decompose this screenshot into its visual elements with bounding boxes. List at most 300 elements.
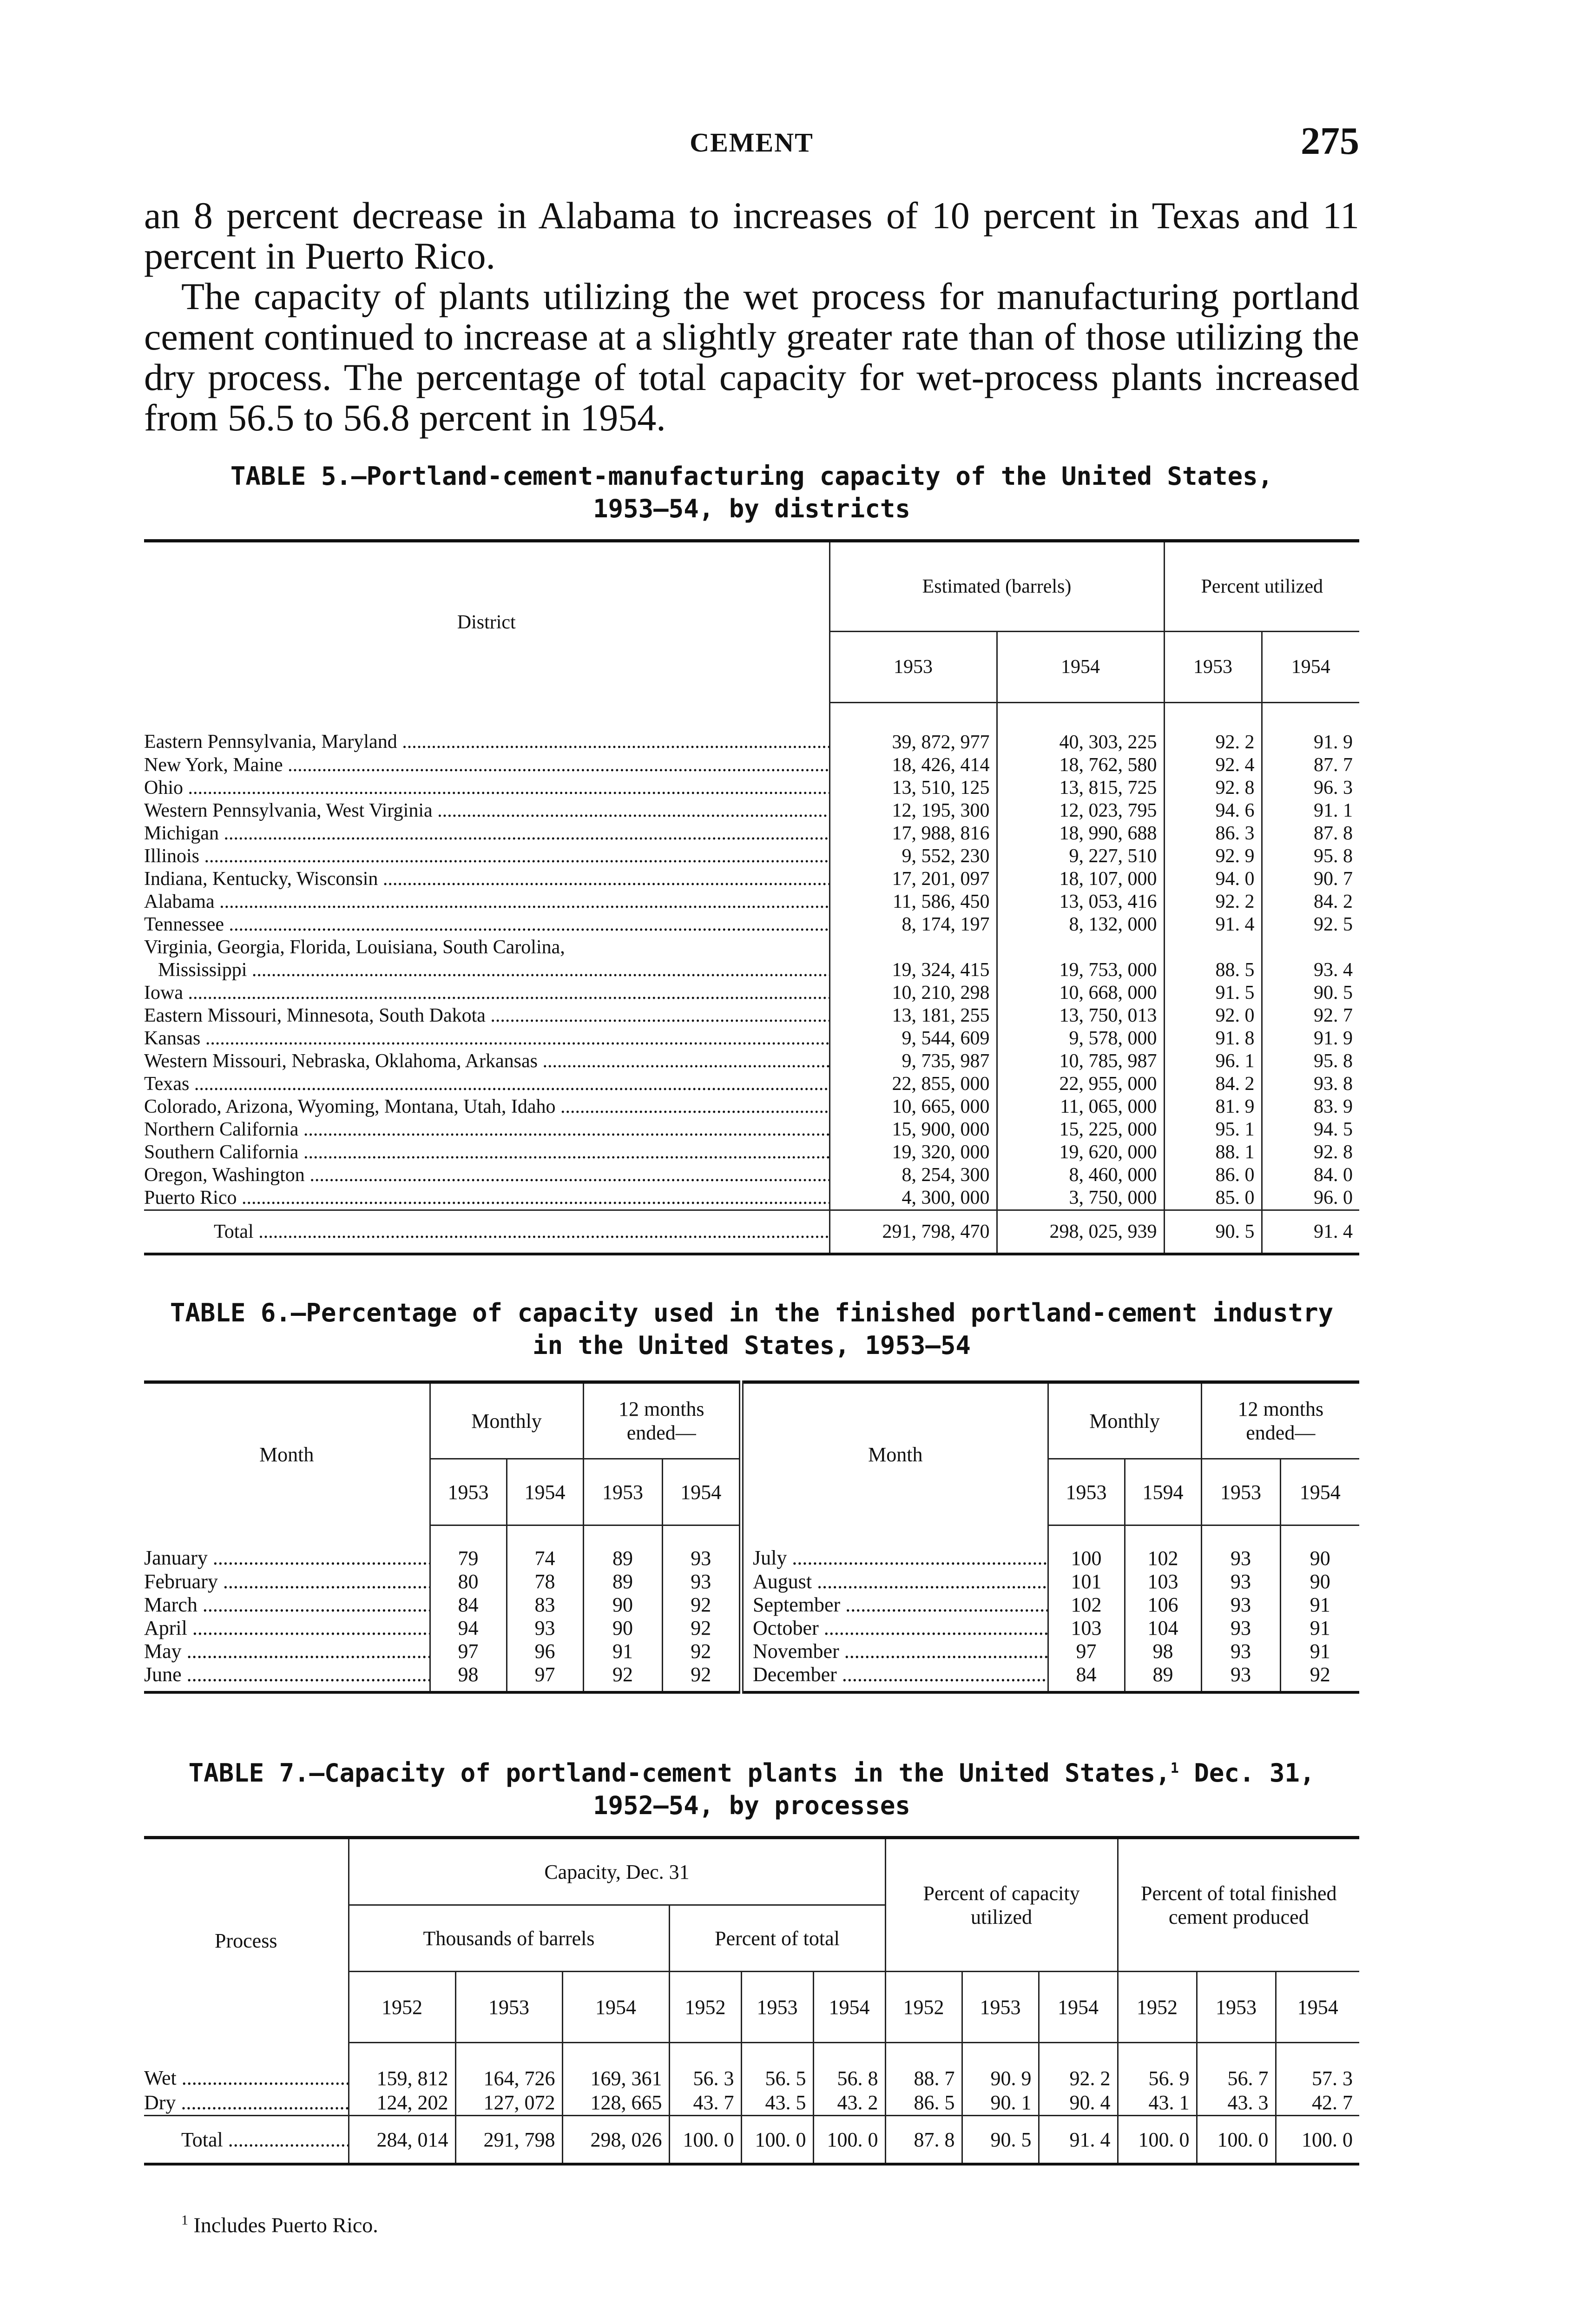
- district-label: Southern California .....: [144, 1141, 829, 1164]
- column-header: Thousands of barrels: [349, 1905, 669, 1972]
- table-cell: 84. 0: [1314, 1164, 1353, 1186]
- table-cell: 92. 4: [1164, 754, 1262, 777]
- table-cell: 298, 026: [562, 2116, 669, 2165]
- table-cell: 10, 668, 000: [997, 982, 1164, 1004]
- table-cell: 9, 735, 987: [829, 1050, 997, 1073]
- total-label: [144, 2116, 349, 2165]
- year-header: 1954: [507, 1459, 583, 1525]
- caption-line: TABLE 5.—Portland-cement-manufacturing capacity of the United States,: [230, 462, 1273, 491]
- table-cell: 91. 8: [1164, 1027, 1262, 1050]
- month-label: October .....: [753, 1617, 1047, 1640]
- table-cell: 88. 7: [885, 2043, 962, 2091]
- year-header: 1954: [662, 1459, 741, 1525]
- table6-caption: [144, 1297, 1359, 1362]
- table-cell: 106: [1125, 1593, 1201, 1617]
- table-row: [144, 1593, 1359, 1617]
- table-cell: 90: [1310, 1547, 1330, 1570]
- table-total-row: [144, 1210, 1359, 1254]
- table-row: [144, 1141, 1359, 1164]
- table-cell: 92: [662, 1663, 741, 1692]
- table-cell: 92. 8: [1164, 777, 1262, 799]
- table-cell: 124, 202: [349, 2091, 455, 2116]
- table-cell: 90. 5: [962, 2116, 1039, 2165]
- district-cell: [144, 799, 829, 822]
- year-header: 1952: [669, 1972, 741, 2043]
- table-cell: 9, 544, 609: [829, 1027, 997, 1050]
- month-cell: [144, 1525, 430, 1571]
- table-cell: 43. 3: [1197, 2091, 1276, 2116]
- column-header: Monthly: [430, 1382, 583, 1459]
- table-cell: 90: [1310, 1570, 1330, 1593]
- table-cell: 9, 552, 230: [829, 845, 997, 868]
- table-cell: 11, 065, 000: [997, 1096, 1164, 1118]
- table-cell: 90. 5: [1314, 982, 1353, 1004]
- column-header: Percent of total finished cement produced: [1118, 1838, 1359, 1972]
- table-cell: 22, 955, 000: [997, 1073, 1164, 1096]
- table-cell: 15, 900, 000: [829, 1118, 997, 1141]
- table-cell: 10, 210, 298: [829, 982, 997, 1004]
- table-cell: 97: [1048, 1640, 1125, 1663]
- table-cell: 92. 9: [1164, 845, 1262, 868]
- column-header: Monthly: [1048, 1382, 1201, 1459]
- table-cell: 22, 855, 000: [829, 1073, 997, 1096]
- table-cell: 93: [1201, 1663, 1280, 1692]
- table-cell: 96. 3: [1314, 777, 1353, 799]
- table-row: [144, 1050, 1359, 1073]
- district-cell: [144, 1141, 829, 1164]
- table-cell: 8, 460, 000: [997, 1164, 1164, 1187]
- year-header: 1953: [430, 1459, 507, 1525]
- month-label: May .....: [144, 1640, 429, 1663]
- table-cell: 12, 023, 795: [997, 799, 1164, 822]
- table-cell: 91. 4: [1039, 2116, 1118, 2165]
- table-row: [144, 959, 1359, 982]
- table-cell: 100. 0: [1118, 2116, 1197, 2165]
- caption-line: 1952–54, by processes: [593, 1791, 910, 1820]
- table-cell: 56. 9: [1118, 2043, 1197, 2091]
- table-cell: 89: [1125, 1663, 1201, 1692]
- table-cell: 100. 0: [1276, 2116, 1359, 2165]
- table5: [144, 539, 1359, 1255]
- district-cell: [144, 754, 829, 777]
- district-label: Puerto Rico .....: [144, 1187, 829, 1209]
- table-cell: 8, 174, 197: [829, 913, 997, 936]
- table-cell: 18, 762, 580: [997, 754, 1164, 777]
- table-cell: 3, 750, 000: [997, 1187, 1164, 1210]
- table-cell: 85. 0: [1164, 1187, 1262, 1210]
- table7-caption: [144, 1752, 1359, 1822]
- table-cell: 92. 2: [1164, 703, 1262, 754]
- footnote: [181, 2212, 378, 2237]
- table-row: [144, 913, 1359, 936]
- year-header: 1594: [1125, 1459, 1201, 1525]
- table-cell: 92. 2: [1164, 891, 1262, 913]
- year-header: 1954: [1276, 1972, 1359, 2043]
- table-cell: 98: [430, 1663, 507, 1692]
- table-cell: 56. 3: [669, 2043, 741, 2091]
- table-row: [144, 1570, 1359, 1593]
- table-cell: 92: [691, 1640, 711, 1663]
- table-cell: 102: [1048, 1593, 1125, 1617]
- district-label: Eastern Missouri, Minnesota, South Dakota .....: [144, 1004, 829, 1027]
- table-cell: 39, 872, 977: [829, 703, 997, 754]
- table-cell: 91: [583, 1640, 662, 1663]
- year-header: 1953: [829, 632, 997, 703]
- caption-line: 1953–54, by districts: [593, 494, 910, 523]
- table-cell: 19, 753, 000: [997, 959, 1164, 982]
- month-cell: [741, 1640, 1048, 1663]
- district-label: Northern California .....: [144, 1118, 829, 1141]
- month-label: June .....: [144, 1663, 429, 1686]
- table-cell: 93. 4: [1314, 959, 1353, 981]
- table-cell: 97: [507, 1663, 583, 1692]
- district-cell: [144, 1164, 829, 1187]
- column-header: Percent of capacity utilized: [885, 1838, 1118, 1972]
- table-cell: 43. 1: [1118, 2091, 1197, 2116]
- table-row: [144, 845, 1359, 868]
- table-row: [144, 868, 1359, 891]
- table-cell: 84. 2: [1314, 891, 1353, 912]
- year-header: 1954: [1262, 632, 1359, 703]
- page-number: 275: [1301, 119, 1359, 163]
- table-cell: 84: [1048, 1663, 1125, 1692]
- table-cell: 164, 726: [455, 2043, 562, 2091]
- table-cell: 18, 990, 688: [997, 822, 1164, 845]
- month-label: March .....: [144, 1593, 429, 1617]
- table-cell: 92. 7: [1314, 1005, 1353, 1026]
- month-cell: [741, 1570, 1048, 1593]
- table-cell: 128, 665: [562, 2091, 669, 2116]
- year-header: 1952: [349, 1972, 455, 2043]
- table-cell: 56. 8: [813, 2043, 885, 2091]
- district-label: Iowa .....: [144, 982, 829, 1004]
- table-cell: 89: [583, 1570, 662, 1593]
- table-row: [144, 982, 1359, 1004]
- table-cell: 92. 8: [1314, 1142, 1353, 1163]
- table-cell: 103: [1125, 1570, 1201, 1593]
- district-cell: Virginia, Georgia, Florida, Louisiana, South Carolina,: [144, 936, 829, 959]
- table-cell: 74: [507, 1525, 583, 1571]
- month-cell: [741, 1663, 1048, 1692]
- table-cell: 103: [1048, 1617, 1125, 1640]
- table-cell: 101: [1048, 1570, 1125, 1593]
- table-cell: 94. 5: [1314, 1119, 1353, 1140]
- table-cell: 91. 9: [1314, 732, 1353, 753]
- intro-text: [144, 195, 1359, 438]
- table-cell: 100. 0: [1197, 2116, 1276, 2165]
- table-cell: 17, 988, 816: [829, 822, 997, 845]
- process-cell: [144, 2091, 349, 2116]
- month-label: January .....: [144, 1546, 429, 1570]
- district-cell: [144, 959, 829, 982]
- month-cell: [144, 1663, 430, 1692]
- table-cell: 9, 578, 000: [997, 1027, 1164, 1050]
- total-label-text: Total .....: [181, 2128, 348, 2152]
- column-header: Month: [144, 1382, 430, 1525]
- table-cell: 88. 1: [1164, 1141, 1262, 1164]
- table-cell: 80: [430, 1570, 507, 1593]
- table-cell: 291, 798, 470: [829, 1210, 997, 1254]
- year-header: 1952: [885, 1972, 962, 2043]
- table-cell: 84: [430, 1593, 507, 1617]
- district-label: Tennessee .....: [144, 913, 829, 936]
- footnote-text: Includes Puerto Rico.: [193, 2213, 378, 2237]
- year-header: 1952: [1118, 1972, 1197, 2043]
- table-cell: 12, 195, 300: [829, 799, 997, 822]
- table-cell: 94: [430, 1617, 507, 1640]
- table-cell: 10, 665, 000: [829, 1096, 997, 1118]
- footnote-mark: 1: [181, 2212, 188, 2228]
- table-cell: 100. 0: [741, 2116, 813, 2165]
- year-header: 1953: [962, 1972, 1039, 2043]
- table-cell: 90. 5: [1164, 1210, 1262, 1254]
- table-cell: 13, 750, 013: [997, 1004, 1164, 1027]
- table-cell: 94. 6: [1164, 799, 1262, 822]
- table-cell: 104: [1125, 1617, 1201, 1640]
- table-cell: 95. 8: [1314, 1050, 1353, 1072]
- table-cell: 13, 510, 125: [829, 777, 997, 799]
- table-cell: 56. 7: [1197, 2043, 1276, 2091]
- table-cell: 40, 303, 225: [997, 703, 1164, 754]
- district-cell: [144, 891, 829, 913]
- table-cell: 96: [507, 1640, 583, 1663]
- table-cell: 100. 0: [813, 2116, 885, 2165]
- table-row: [144, 1640, 1359, 1663]
- table-cell: 92. 2: [1039, 2043, 1118, 2091]
- column-header: Capacity, Dec. 31: [349, 1838, 885, 1905]
- month-cell: [741, 1617, 1048, 1640]
- table-cell: 18, 426, 414: [829, 754, 997, 777]
- district-label: Oregon, Washington .....: [144, 1164, 829, 1187]
- table-cell: 83: [507, 1593, 583, 1617]
- month-cell: [741, 1525, 1048, 1571]
- table-cell: 100: [1048, 1525, 1125, 1571]
- district-label: Illinois .....: [144, 845, 829, 868]
- table-cell: 84. 2: [1164, 1073, 1262, 1096]
- table-cell: 90. 4: [1039, 2091, 1118, 2116]
- table-cell: 100. 0: [669, 2116, 741, 2165]
- paragraph: The capacity of plants utilizing the wet process for manufacturing portland cement continued to increase at a slightly greater rate than of those utilizing the dry process. The percentage of total capacity for wet-process plants increased from 56.5 to 56.8 percent in 1954.: [144, 275, 1359, 439]
- year-header: 1954: [1280, 1459, 1359, 1525]
- caption-line: in the United States, 1953–54: [533, 1331, 971, 1360]
- year-header: 1953: [583, 1459, 662, 1525]
- column-header: Percent utilized: [1164, 541, 1359, 632]
- month-cell: [741, 1593, 1048, 1617]
- table-cell: 90. 7: [1314, 868, 1353, 890]
- table-cell: 90: [583, 1617, 662, 1640]
- table-cell: 9, 227, 510: [997, 845, 1164, 868]
- table-cell: 92: [583, 1663, 662, 1692]
- month-label: August .....: [753, 1570, 1047, 1593]
- column-header: Process: [144, 1838, 349, 2043]
- table-cell: 93: [507, 1617, 583, 1640]
- month-cell: [144, 1617, 430, 1640]
- district-cell: [144, 1004, 829, 1027]
- table-cell: [829, 936, 997, 959]
- district-cell: [144, 1027, 829, 1050]
- total-label: Total .....: [144, 1210, 829, 1254]
- table-row: [144, 703, 1359, 754]
- table-cell: 87. 8: [1314, 823, 1353, 844]
- table-cell: 90. 9: [962, 2043, 1039, 2091]
- district-label: Western Pennsylvania, West Virginia .....: [144, 799, 829, 822]
- year-header: 1954: [813, 1972, 885, 2043]
- table-cell: 95. 8: [1314, 845, 1353, 867]
- table-cell: 86. 5: [885, 2091, 962, 2116]
- table-cell: 92: [1280, 1663, 1359, 1692]
- district-label: Michigan .....: [144, 822, 829, 845]
- month-cell: [144, 1570, 430, 1593]
- table-cell: 93. 8: [1314, 1073, 1353, 1095]
- district-cell: [144, 868, 829, 891]
- table5-caption: [144, 460, 1359, 525]
- district-label: Texas .....: [144, 1073, 829, 1096]
- table-row: [144, 799, 1359, 822]
- table-cell: 127, 072: [455, 2091, 562, 2116]
- district-cell: [144, 845, 829, 868]
- column-header: District: [144, 541, 829, 703]
- table-cell: 89: [583, 1525, 662, 1571]
- table-row: [144, 754, 1359, 777]
- table-cell: 56. 5: [741, 2043, 813, 2091]
- table-row: [144, 777, 1359, 799]
- district-label: Mississippi .....: [158, 959, 829, 982]
- column-header: 12 months ended—: [583, 1382, 741, 1459]
- process-label: Dry .....: [144, 2091, 348, 2115]
- table-cell: 91. 5: [1164, 982, 1262, 1004]
- year-header: 1954: [1039, 1972, 1118, 2043]
- district-cell: [144, 1073, 829, 1096]
- month-label: November .....: [753, 1640, 1047, 1663]
- table-row: [144, 1525, 1359, 1571]
- table-cell: 19, 620, 000: [997, 1141, 1164, 1164]
- caption-line: TABLE 7.—Capacity of portland-cement plants in the United States,$^1$ Dec. 31,: [188, 1758, 1315, 1788]
- table-cell: 91: [1310, 1593, 1330, 1616]
- table-cell: 102: [1125, 1525, 1201, 1571]
- process-cell: [144, 2043, 349, 2091]
- table-cell: 91. 4: [1164, 913, 1262, 936]
- table-cell: 78: [507, 1570, 583, 1593]
- district-label: Western Missouri, Nebraska, Oklahoma, Arkansas .....: [144, 1050, 829, 1073]
- column-header: 12 months ended—: [1201, 1382, 1359, 1459]
- district-label: Kansas .....: [144, 1027, 829, 1050]
- table-cell: 11, 586, 450: [829, 891, 997, 913]
- table-cell: [997, 936, 1164, 959]
- table-cell: 83. 9: [1314, 1096, 1353, 1117]
- table-cell: 86. 0: [1164, 1164, 1262, 1187]
- district-label: Alabama .....: [144, 891, 829, 913]
- table-cell: 90: [583, 1593, 662, 1617]
- table-cell: 19, 320, 000: [829, 1141, 997, 1164]
- caption-line: TABLE 6.—Percentage of capacity used in the finished portland-cement industry: [170, 1298, 1334, 1327]
- table-cell: 93: [691, 1547, 711, 1570]
- table-cell: 57. 3: [1312, 2067, 1353, 2090]
- table-cell: 91. 4: [1262, 1210, 1359, 1254]
- table-cell: [1262, 936, 1359, 959]
- table-row: [144, 936, 1359, 959]
- district-label: New York, Maine .....: [144, 754, 829, 777]
- year-header: 1953: [1048, 1459, 1125, 1525]
- district-label: Eastern Pennsylvania, Maryland .....: [144, 731, 829, 753]
- table-cell: 298, 025, 939: [997, 1210, 1164, 1254]
- year-header: 1953: [1201, 1459, 1280, 1525]
- year-header: 1953: [741, 1972, 813, 2043]
- table-cell: 97: [430, 1640, 507, 1663]
- table-cell: 81. 9: [1164, 1096, 1262, 1118]
- table-cell: 169, 361: [562, 2043, 669, 2091]
- column-header: Month: [741, 1382, 1048, 1525]
- table-cell: 92. 0: [1164, 1004, 1262, 1027]
- table-cell: 93: [1201, 1640, 1280, 1663]
- table-row: [144, 822, 1359, 845]
- table-row: [144, 2091, 1359, 2116]
- paragraph: an 8 percent decrease in Alabama to increases of 10 percent in Texas and 11 percent in Puerto Rico.: [144, 194, 1359, 277]
- table-cell: 43. 5: [741, 2091, 813, 2116]
- district-cell: [144, 1096, 829, 1118]
- table-cell: 96. 1: [1164, 1050, 1262, 1073]
- month-label: April .....: [144, 1617, 429, 1640]
- process-label: Wet .....: [144, 2066, 348, 2090]
- table-cell: 86. 3: [1164, 822, 1262, 845]
- table-cell: 291, 798: [455, 2116, 562, 2165]
- table-total-row: [144, 2116, 1359, 2165]
- table7: [144, 1836, 1359, 2166]
- table-row: [144, 1663, 1359, 1692]
- year-header: 1954: [562, 1972, 669, 2043]
- district-cell: [144, 1187, 829, 1210]
- month-cell: [144, 1593, 430, 1617]
- table-cell: 79: [430, 1525, 507, 1571]
- table-cell: 159, 812: [349, 2043, 455, 2091]
- table-cell: 8, 132, 000: [997, 913, 1164, 936]
- table6: [144, 1380, 1359, 1694]
- district-cell: [144, 1118, 829, 1141]
- table-row: [144, 1187, 1359, 1210]
- table-cell: 93: [1201, 1525, 1280, 1571]
- running-title: CEMENT: [690, 127, 814, 158]
- table-cell: 91. 9: [1314, 1028, 1353, 1049]
- table-cell: 87. 8: [885, 2116, 962, 2165]
- table-cell: 8, 254, 300: [829, 1164, 997, 1187]
- table-cell: 96. 0: [1314, 1187, 1353, 1208]
- table-cell: 91: [1310, 1617, 1330, 1639]
- district-label: Ohio .....: [144, 777, 829, 799]
- table-row: [144, 1164, 1359, 1187]
- year-header: 1953: [1197, 1972, 1276, 2043]
- table-cell: 13, 053, 416: [997, 891, 1164, 913]
- district-cell: [144, 777, 829, 799]
- table-cell: 90. 1: [962, 2091, 1039, 2116]
- table-cell: 88. 5: [1164, 959, 1262, 982]
- column-header: Percent of total: [669, 1905, 885, 1972]
- table-cell: 92. 5: [1314, 914, 1353, 935]
- month-label: September .....: [753, 1593, 1047, 1617]
- table-cell: 4, 300, 000: [829, 1187, 997, 1210]
- table-cell: 94. 0: [1164, 868, 1262, 891]
- table-cell: 93: [1201, 1593, 1280, 1617]
- table-cell: 284, 014: [349, 2116, 455, 2165]
- table-cell: 10, 785, 987: [997, 1050, 1164, 1073]
- table-cell: 98: [1125, 1640, 1201, 1663]
- year-header: 1953: [1164, 632, 1262, 703]
- table-cell: 42. 7: [1312, 2091, 1353, 2114]
- table-cell: 87. 7: [1314, 754, 1353, 776]
- table-cell: 19, 324, 415: [829, 959, 997, 982]
- year-header: 1954: [997, 632, 1164, 703]
- table-cell: 92: [691, 1617, 711, 1639]
- month-cell: [144, 1640, 430, 1663]
- month-label: July .....: [753, 1546, 1047, 1570]
